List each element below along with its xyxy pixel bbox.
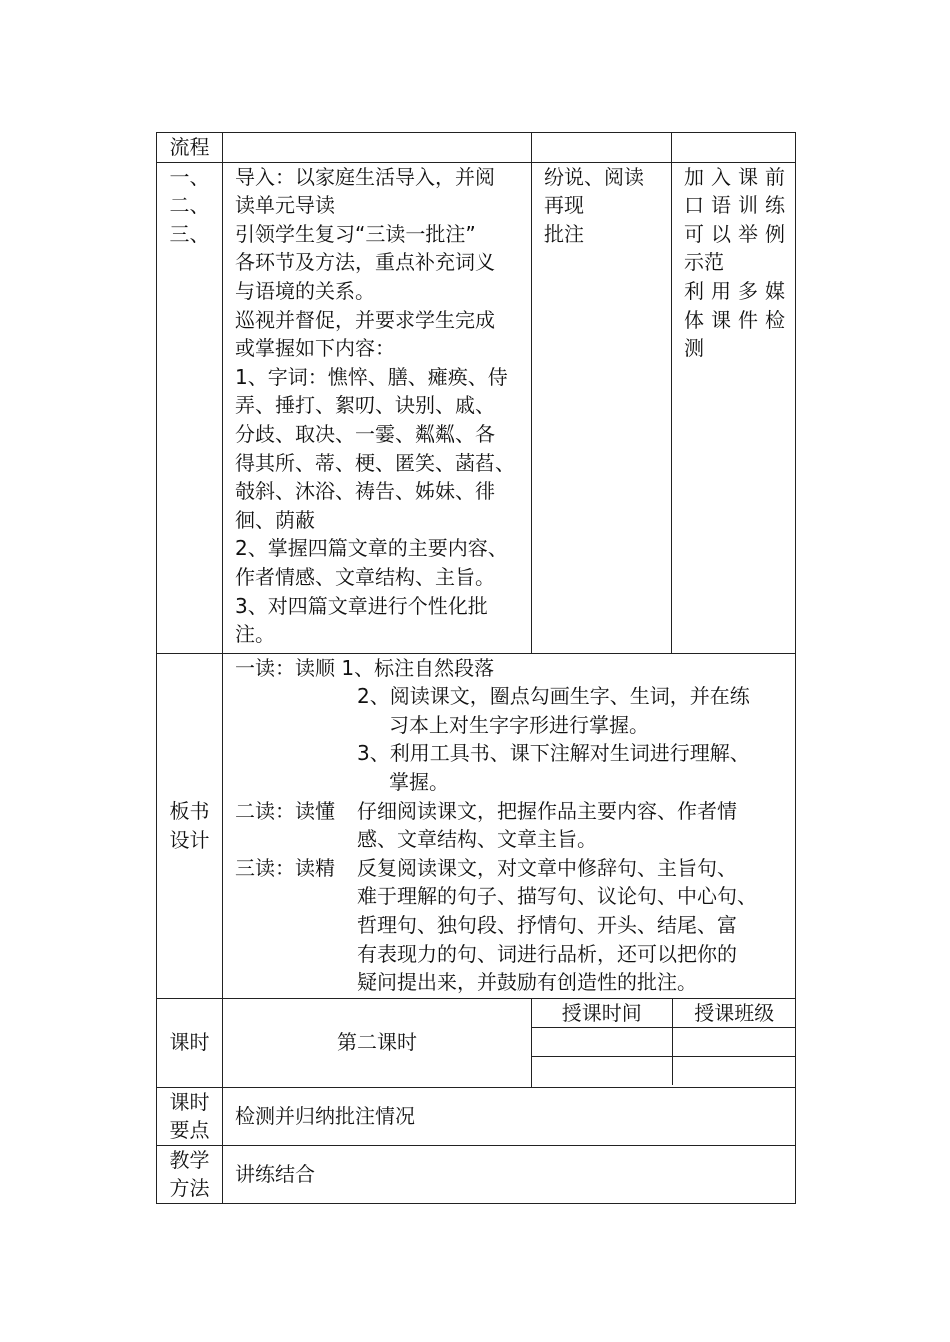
key-points-row <box>157 1087 796 1145</box>
read3-line: 难于理解的句子、描写句、议论句、中心句、 <box>357 884 757 909</box>
student-line: 纷说、阅读 <box>544 164 644 189</box>
process-header-empty-3 <box>672 133 796 163</box>
schedule-cell <box>532 998 796 1087</box>
notes-line: 口语训练 <box>684 193 785 218</box>
lesson-period-value: 第二课时 <box>223 998 532 1087</box>
teacher-line: 得其所、蒂、梗、匿笑、菡萏、 <box>235 450 515 475</box>
teaching-method-label-line: 方法 <box>169 1176 210 1201</box>
notes-line: 测 <box>684 336 704 361</box>
teaching-time-cell <box>532 1057 672 1086</box>
board-design-row <box>157 653 796 998</box>
read1-items <box>235 682 785 796</box>
teaching-time-header: 授课时间 <box>532 999 672 1028</box>
read2-line: 感、文章结构、文章主旨。 <box>357 827 597 852</box>
lesson-period-label: 课时 <box>157 998 223 1087</box>
teacher-line: 引领学生复习“三读一批注” <box>235 221 476 246</box>
student-line: 再现 <box>544 193 584 218</box>
teaching-class-cell <box>672 1028 796 1057</box>
read1-label: 一读：读顺 <box>235 655 342 680</box>
process-content-row <box>157 162 796 653</box>
student-line: 批注 <box>544 221 584 246</box>
key-points-label-line: 课时 <box>169 1089 210 1114</box>
key-points-label <box>157 1087 223 1145</box>
step-label: 三、 <box>169 221 210 246</box>
board-design-label-line: 板书 <box>169 799 210 823</box>
teacher-line: 注。 <box>235 622 275 647</box>
board-design-label <box>157 653 223 998</box>
teacher-line: 作者情感、文章结构、主旨。 <box>235 564 495 589</box>
read3-line: 疑问提出来，并鼓励有创造性的批注。 <box>357 970 697 995</box>
teacher-line: 攲斜、沐浴、祷告、姊妹、徘 <box>235 479 495 504</box>
student-activity-cell <box>532 162 672 653</box>
teacher-line: 分歧、取决、一霎、粼粼、各 <box>235 421 495 446</box>
teacher-line: 1、字词：憔悴、膳、瘫痪、侍 <box>235 364 508 389</box>
read1-item2-cont: 习本上对生字字形进行掌握。 <box>389 712 649 737</box>
read2-line: 仔细阅读课文，把握作品主要内容、作者情 <box>357 798 737 823</box>
process-header-empty-1 <box>223 133 532 163</box>
board-design-label-line: 设计 <box>169 827 210 852</box>
teacher-line: 与语境的关系。 <box>235 278 375 303</box>
teacher-line: 弄、捶打、絮叨、诀别、戚、 <box>235 393 495 418</box>
lesson-period-row <box>157 998 796 1087</box>
schedule-table <box>532 999 796 1086</box>
notes-line: 示范 <box>684 250 724 275</box>
notes-line: 体课件检 <box>684 307 785 332</box>
teacher-line: 巡视并督促，并要求学生完成 <box>235 307 495 332</box>
teacher-line: 导入：以家庭生活导入，并阅 <box>235 164 495 189</box>
read3-line: 哲理句、独句段、抒情句、开头、结尾、富 <box>357 912 737 937</box>
read1-heading <box>235 654 785 683</box>
teaching-method-label-line: 教学 <box>169 1147 210 1172</box>
notes-line: 利用多媒 <box>684 278 785 303</box>
process-header-row <box>157 133 796 163</box>
teacher-line: 徊、荫蔽 <box>235 507 315 532</box>
teaching-method-row <box>157 1145 796 1203</box>
read3-line: 反复阅读课文，对文章中修辞句、主旨句、 <box>357 855 737 880</box>
teacher-line: 读单元导读 <box>235 193 335 218</box>
teacher-line: 3、对四篇文章进行个性化批 <box>235 593 488 618</box>
board-design-content <box>223 653 796 998</box>
read1-item2: 2、阅读课文，圈点勾画生字、生词，并在练 <box>357 684 750 709</box>
read3-line: 有表现力的句、词进行品析，还可以把你的 <box>357 941 737 966</box>
read1-item1: 1、标注自然段落 <box>341 655 495 680</box>
read2-text <box>357 797 785 854</box>
teaching-method-value: 讲练结合 <box>223 1145 796 1203</box>
teacher-line: 2、掌握四篇文章的主要内容、 <box>235 536 508 561</box>
teacher-line: 各环节及方法，重点补充词义 <box>235 250 495 275</box>
teaching-class-cell <box>672 1057 796 1086</box>
step-label: 二、 <box>169 193 210 218</box>
read2-block <box>235 797 785 854</box>
notes-cell <box>672 162 796 653</box>
teacher-line: 或掌握如下内容： <box>235 336 395 361</box>
read2-label: 二读：读懂 <box>235 798 335 823</box>
read3-text <box>357 854 785 997</box>
process-header-label: 流程 <box>157 133 223 163</box>
lesson-plan-table <box>156 132 796 1204</box>
key-points-label-line: 要点 <box>169 1118 210 1143</box>
step-label: 一、 <box>169 164 210 189</box>
teaching-class-header: 授课班级 <box>672 999 796 1028</box>
read1-item3: 3、利用工具书、课下注解对生词进行理解、 <box>357 741 750 766</box>
read3-block <box>235 854 785 997</box>
read3-label: 三读：读精 <box>235 855 335 880</box>
teaching-time-cell <box>532 1028 672 1057</box>
process-header-empty-2 <box>532 133 672 163</box>
teacher-activity-cell <box>223 162 532 653</box>
key-points-value: 检测并归纳批注情况 <box>223 1087 796 1145</box>
process-steps-cell <box>157 162 223 653</box>
notes-line: 加入课前 <box>684 164 785 189</box>
teaching-method-label <box>157 1145 223 1203</box>
notes-line: 可以举例 <box>684 221 785 246</box>
read1-item3-cont: 掌握。 <box>389 769 449 794</box>
